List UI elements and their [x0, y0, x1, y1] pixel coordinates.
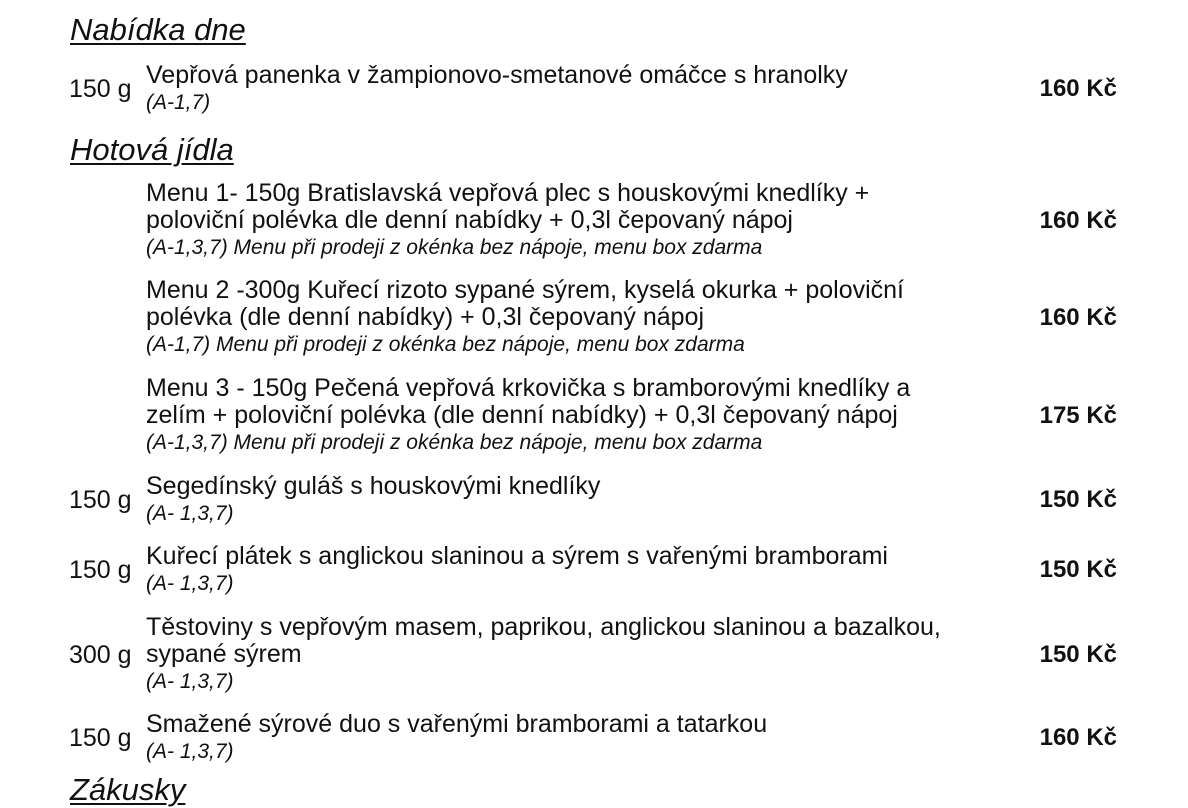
item-name-line: Smažené sýrové duo s vařenými bramborami a tatarkou: [146, 710, 768, 738]
item-description: [146, 62, 1016, 115]
item-quantity: 150 g: [69, 556, 132, 584]
item-price: 160 Kč: [1039, 75, 1117, 102]
item-allergens: (A-1,7) Menu při prodeji z okénka bez nápoje, menu box zdarma: [146, 333, 745, 356]
item-description: [146, 473, 1016, 526]
item-price: 160 Kč: [1039, 724, 1117, 751]
item-description: [146, 614, 1016, 694]
item-name-line: zelím + poloviční polévka (dle denní nabídky) + 0,3l čepovaný nápoj: [146, 401, 898, 429]
item-quantity: 150 g: [69, 75, 132, 103]
item-allergens: (A- 1,3,7): [146, 670, 234, 693]
item-name-line: Vepřová panenka v žampionovo-smetanové omáčce s hranolky: [146, 61, 848, 89]
item-price: 150 Kč: [1039, 556, 1117, 583]
item-name-line: Segedínský guláš s houskovými knedlíky: [146, 472, 601, 500]
item-quantity: 150 g: [69, 724, 132, 752]
item-description: [146, 711, 1016, 764]
item-name-line: Menu 1- 150g Bratislavská vepřová plec s houskovými knedlíky +: [146, 179, 870, 207]
item-price: 175 Kč: [1039, 402, 1117, 429]
item-name-line: sypané sýrem: [146, 640, 302, 668]
item-allergens: (A- 1,3,7): [146, 572, 234, 595]
item-allergens: (A-1,3,7) Menu při prodeji z okénka bez nápoje, menu box zdarma: [146, 236, 763, 259]
item-allergens: (A- 1,3,7): [146, 740, 234, 763]
item-description: [146, 180, 1016, 260]
item-name-line: Menu 3 - 150g Pečená vepřová krkovička s bramborovými knedlíky a: [146, 374, 911, 402]
item-name-line: Menu 2 -300g Kuřecí rizoto sypané sýrem, kyselá okurka + poloviční: [146, 276, 905, 304]
item-price: 150 Kč: [1039, 641, 1117, 668]
item-description: [146, 375, 1016, 455]
item-quantity: 300 g: [69, 641, 132, 669]
item-description: [146, 543, 1016, 596]
item-allergens: (A- 1,3,7): [146, 502, 234, 525]
item-name-line: poloviční polévka dle denní nabídky + 0,3l čepovaný nápoj: [146, 206, 793, 234]
item-name-line: polévka (dle denní nabídky) + 0,3l čepovaný nápoj: [146, 303, 705, 331]
item-allergens: (A-1,3,7) Menu při prodeji z okénka bez nápoje, menu box zdarma: [146, 431, 763, 454]
item-description: [146, 277, 1016, 357]
item-price: 160 Kč: [1039, 304, 1117, 331]
section-title-daily-offer: Nabídka dne: [70, 12, 246, 47]
item-price: 160 Kč: [1039, 207, 1117, 234]
item-price: 150 Kč: [1039, 486, 1117, 513]
item-allergens: (A-1,7): [146, 91, 211, 114]
section-title-ready-meals: Hotová jídla: [70, 132, 234, 167]
item-name-line: Těstoviny s vepřovým masem, paprikou, anglickou slaninou a bazalkou,: [146, 613, 941, 641]
section-title-desserts: Zákusky: [70, 772, 186, 807]
item-name-line: Kuřecí plátek s anglickou slaninou a sýrem s vařenými bramborami: [146, 542, 888, 570]
item-quantity: 150 g: [69, 486, 132, 514]
